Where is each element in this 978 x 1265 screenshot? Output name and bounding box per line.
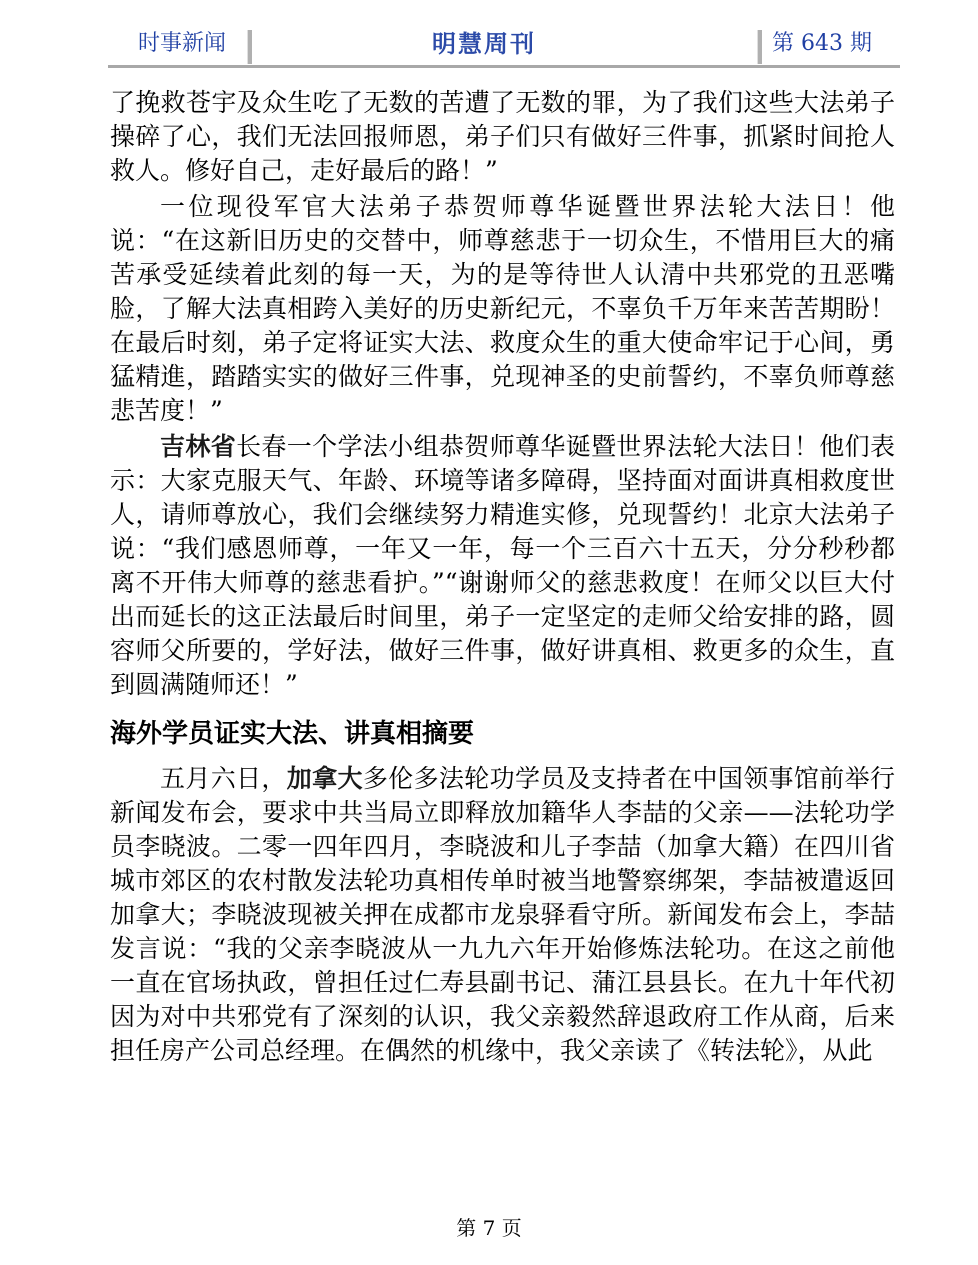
- paragraph-text: 五月六日，: [160, 764, 287, 793]
- page-header: [108, 22, 900, 68]
- paragraph-continued: 了挽救苍宇及众生吃了无数的苦遭了无数的罪，为了我们这些大法弟子操碎了心，我们无法回报师恩，弟子们只有做好三件事，抓紧时间抢人救人。修好自己，走好最后的路！”: [110, 88, 895, 185]
- paragraph-officer: 一位现役军官大法弟子恭贺师尊华诞暨世界法轮大法日！他说：“在这新旧历史的交替中，师尊慈悲于一切众生，不惜用巨大的痛苦承受延续着此刻的每一天，为的是等待世人认清中共邪党的丑恶嘴脸，了解大法真相跨入美好的历史新纪元，不辜负千万年来苦苦期盼！在最后时刻，弟子定将证实大法、救度众生的重大使命牢记于心间，勇猛精進，踏踏实实的做好三件事，兑现神圣的史前誓约，不辜负师尊慈悲苦度！”: [110, 192, 895, 425]
- header-divider: [757, 30, 762, 64]
- region-highlight: 吉林省: [160, 432, 237, 461]
- header-section-label: 时事新闻: [138, 31, 227, 56]
- issue-number: 第 643 期: [772, 31, 872, 56]
- article-body: [110, 86, 895, 1068]
- paragraph-canada: [110, 762, 895, 1068]
- paragraph-jilin: [110, 430, 895, 702]
- paragraph-text: 多伦多法轮功学员及支持者在中国领事馆前举行新闻发布会，要求中共当局立即释放加籍华人李喆的父亲——法轮功学员李晓波。二零一四年四月，李晓波和儿子李喆（加拿大籍）在四川省城市郊区的农村散发法轮功真相传单时被当地警察绑架，李喆被遣返回加拿大；李晓波现被关押在成都市龙泉驿看守所。新闻发布会上，李喆发言说：“我的父亲李晓波从一九九六年开始修炼法轮功。在这之前他一直在官场执政，曾担任过仁寿县副书记、蒲江县县长。在九十年代初因为对中共邪党有了深刻的认识，我父亲毅然辞退政府工作从商，后来担任房产公司总经理。在偶然的机缘中，我父亲读了《转法轮》，从此: [110, 764, 895, 1065]
- page-number: 第 7 页: [456, 1216, 522, 1240]
- header-divider: [247, 30, 252, 64]
- publication-title: 明慧周刊: [432, 30, 536, 58]
- header-rule: [108, 65, 900, 68]
- region-highlight: 加拿大: [286, 764, 363, 793]
- paragraph-text: 长春一个学法小组恭贺师尊华诞暨世界法轮大法日！他们表示：大家克服天气、年龄、环境等诸多障碍，坚持面对面讲真相救度世人，请师尊放心，我们会继续努力精進实修，兑现誓约！北京大法弟子说：“我们感恩师尊，一年又一年，每一个三百六十五天，分分秒秒都离不开伟大师尊的慈悲看护。”“谢谢师父的慈悲救度！在师父以巨大付出而延长的这正法最后时间里，弟子一定坚定的走师父给安排的路，圆容师父所要的，学好法，做好三件事，做好讲真相、救更多的众生，直到圆满随师还！”: [110, 432, 895, 699]
- section-heading: 海外学员证实大法、讲真相摘要: [110, 719, 475, 749]
